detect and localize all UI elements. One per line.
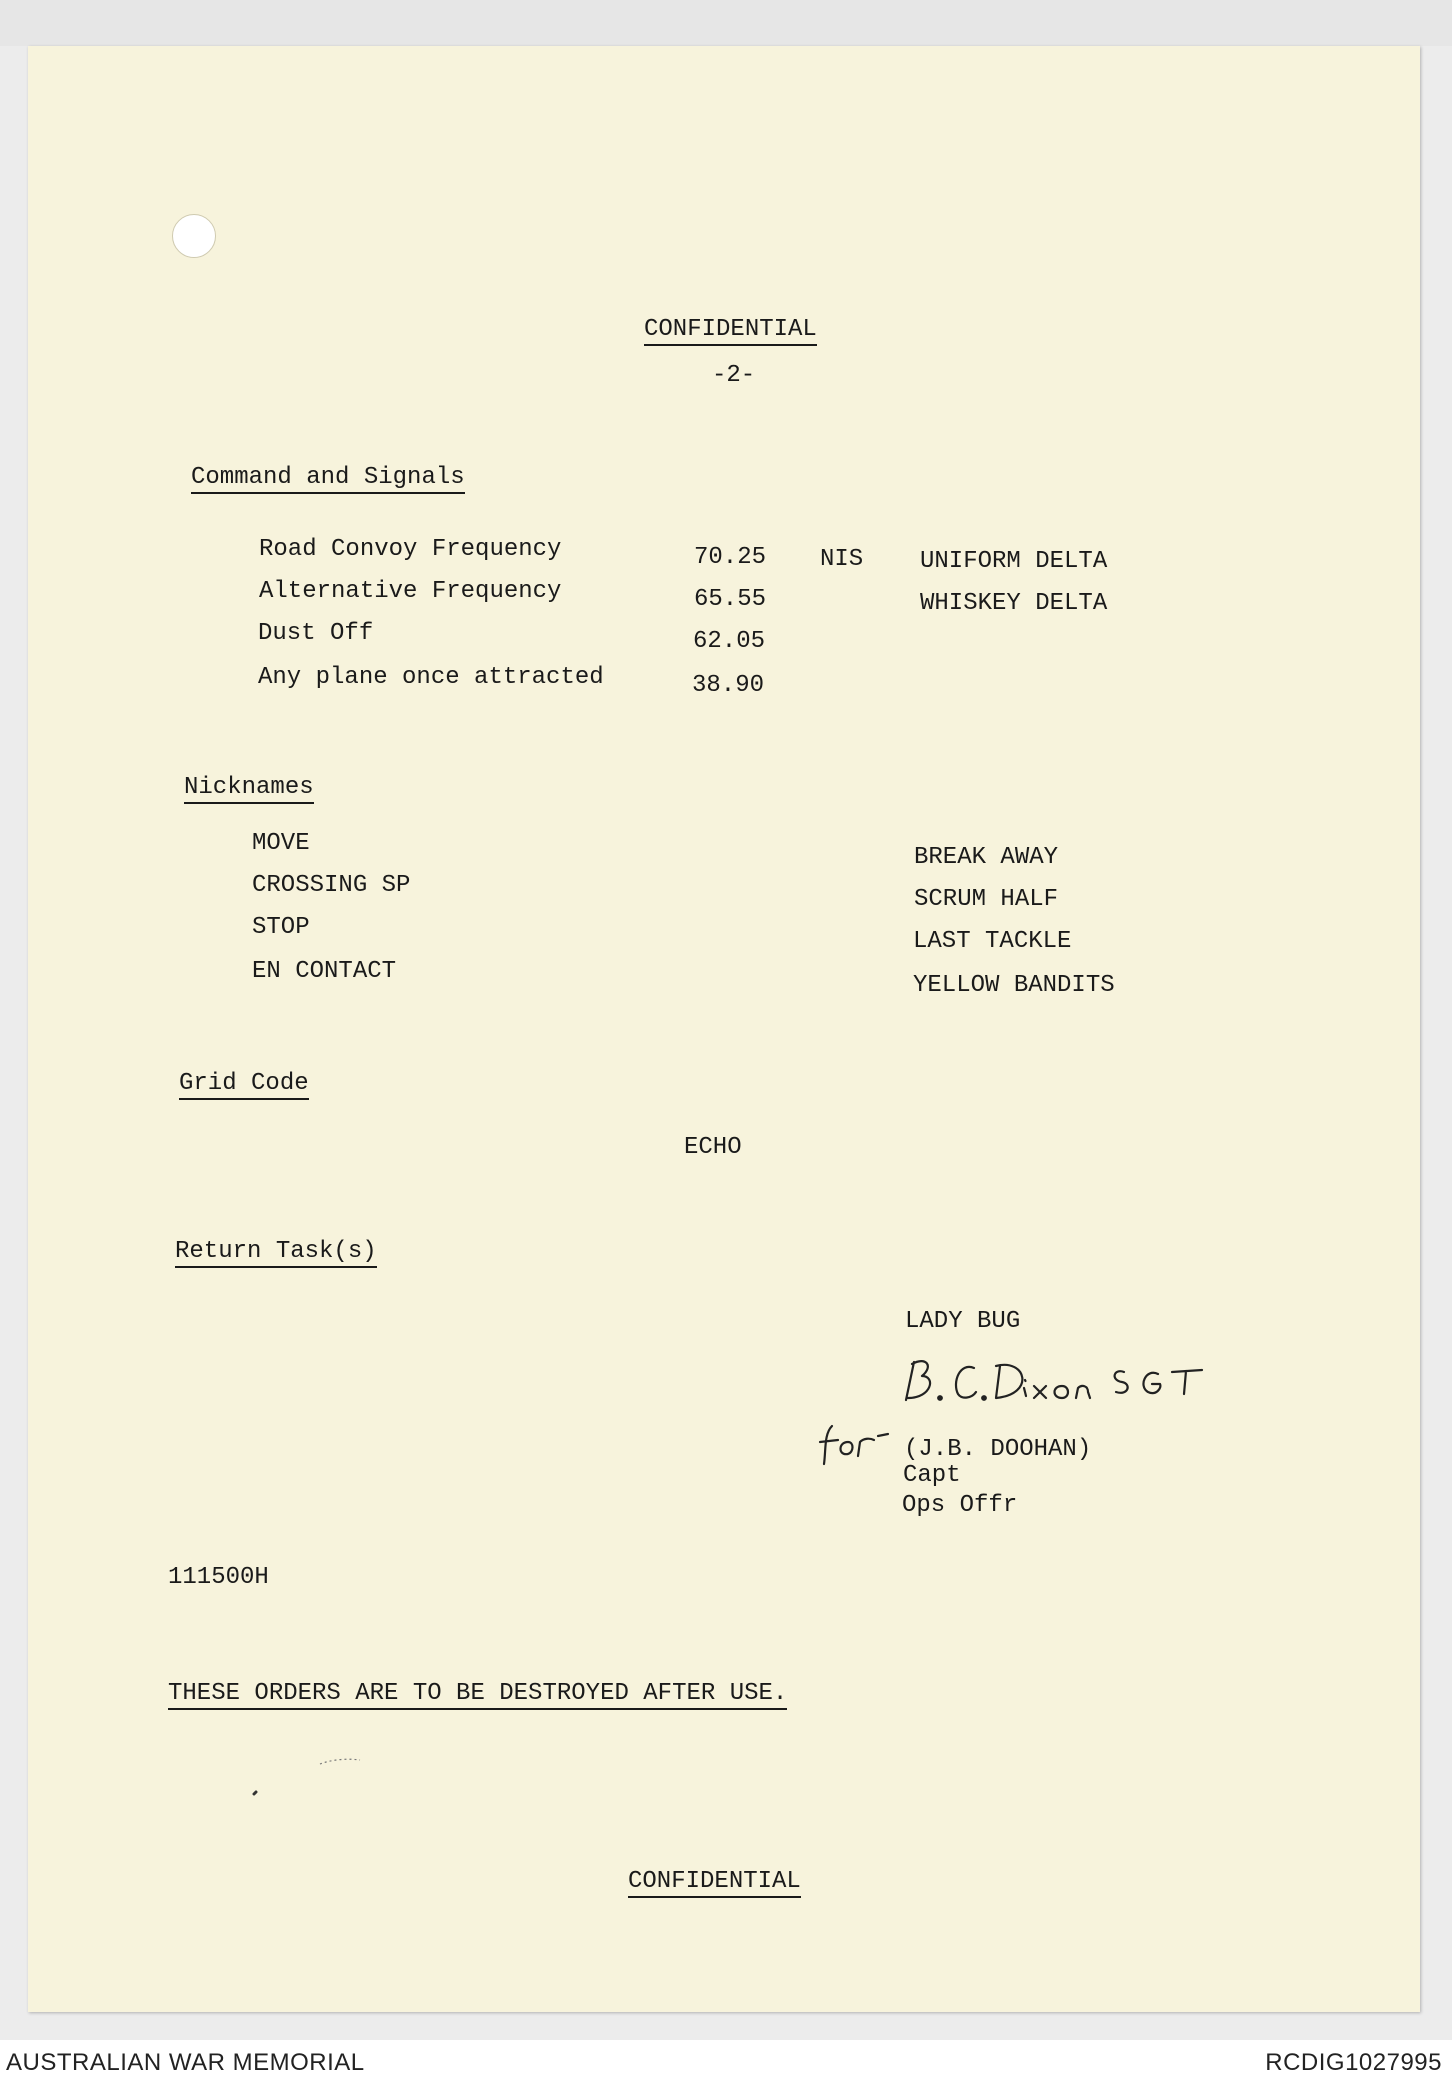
section-heading-return-tasks: Return Task(s) (175, 1238, 377, 1268)
signal-extra: NIS (820, 546, 864, 573)
signal-label: Alternative Frequency (259, 578, 562, 605)
archive-credit: AUSTRALIAN WAR MEMORIAL (6, 2049, 365, 2076)
scan-background (0, 0, 1452, 46)
signatory-rank: Capt (903, 1462, 961, 1489)
paper-mark (250, 1754, 366, 1804)
classification-top: CONFIDENTIAL (644, 316, 817, 346)
nickname-value: SCRUM HALF (914, 886, 1059, 913)
classification-bottom: CONFIDENTIAL (628, 1868, 801, 1898)
nickname-value: BREAK AWAY (914, 844, 1059, 871)
handwritten-for-mark (818, 1420, 890, 1470)
signal-label: Dust Off (258, 620, 374, 647)
section-heading-grid-code: Grid Code (179, 1070, 309, 1100)
signal-callsign: UNIFORM DELTA (920, 548, 1108, 575)
signal-label: Road Convoy Frequency (259, 536, 562, 563)
signatory-name: (J.B. DOOHAN) (904, 1436, 1092, 1463)
grid-code-value: ECHO (684, 1134, 742, 1161)
page-number: -2- (712, 362, 756, 389)
signal-frequency: 65.55 (694, 586, 767, 613)
return-task-value: LADY BUG (905, 1308, 1021, 1335)
nickname-term: MOVE (252, 830, 310, 857)
signal-frequency: 70.25 (694, 544, 767, 571)
section-heading-nicknames: Nicknames (184, 774, 314, 804)
archive-id: RCDIG1027995 (1265, 2049, 1442, 2076)
nickname-value: LAST TACKLE (913, 928, 1072, 955)
signal-callsign: WHISKEY DELTA (920, 590, 1108, 617)
nickname-term: CROSSING SP (252, 872, 411, 899)
handwritten-signature (896, 1348, 1226, 1418)
signatory-appointment: Ops Offr (902, 1492, 1018, 1519)
nickname-term: STOP (252, 914, 310, 941)
nickname-term: EN CONTACT (252, 958, 397, 985)
section-heading-command-signals: Command and Signals (191, 464, 465, 494)
signal-label: Any plane once attracted (258, 664, 604, 691)
destruction-warning: THESE ORDERS ARE TO BE DESTROYED AFTER USE. (168, 1680, 787, 1710)
date-time-group: 111500H (168, 1564, 269, 1591)
nickname-value: YELLOW BANDITS (913, 972, 1115, 999)
punch-hole (172, 214, 216, 258)
signal-frequency: 62.05 (693, 628, 766, 655)
signal-frequency: 38.90 (692, 672, 765, 699)
